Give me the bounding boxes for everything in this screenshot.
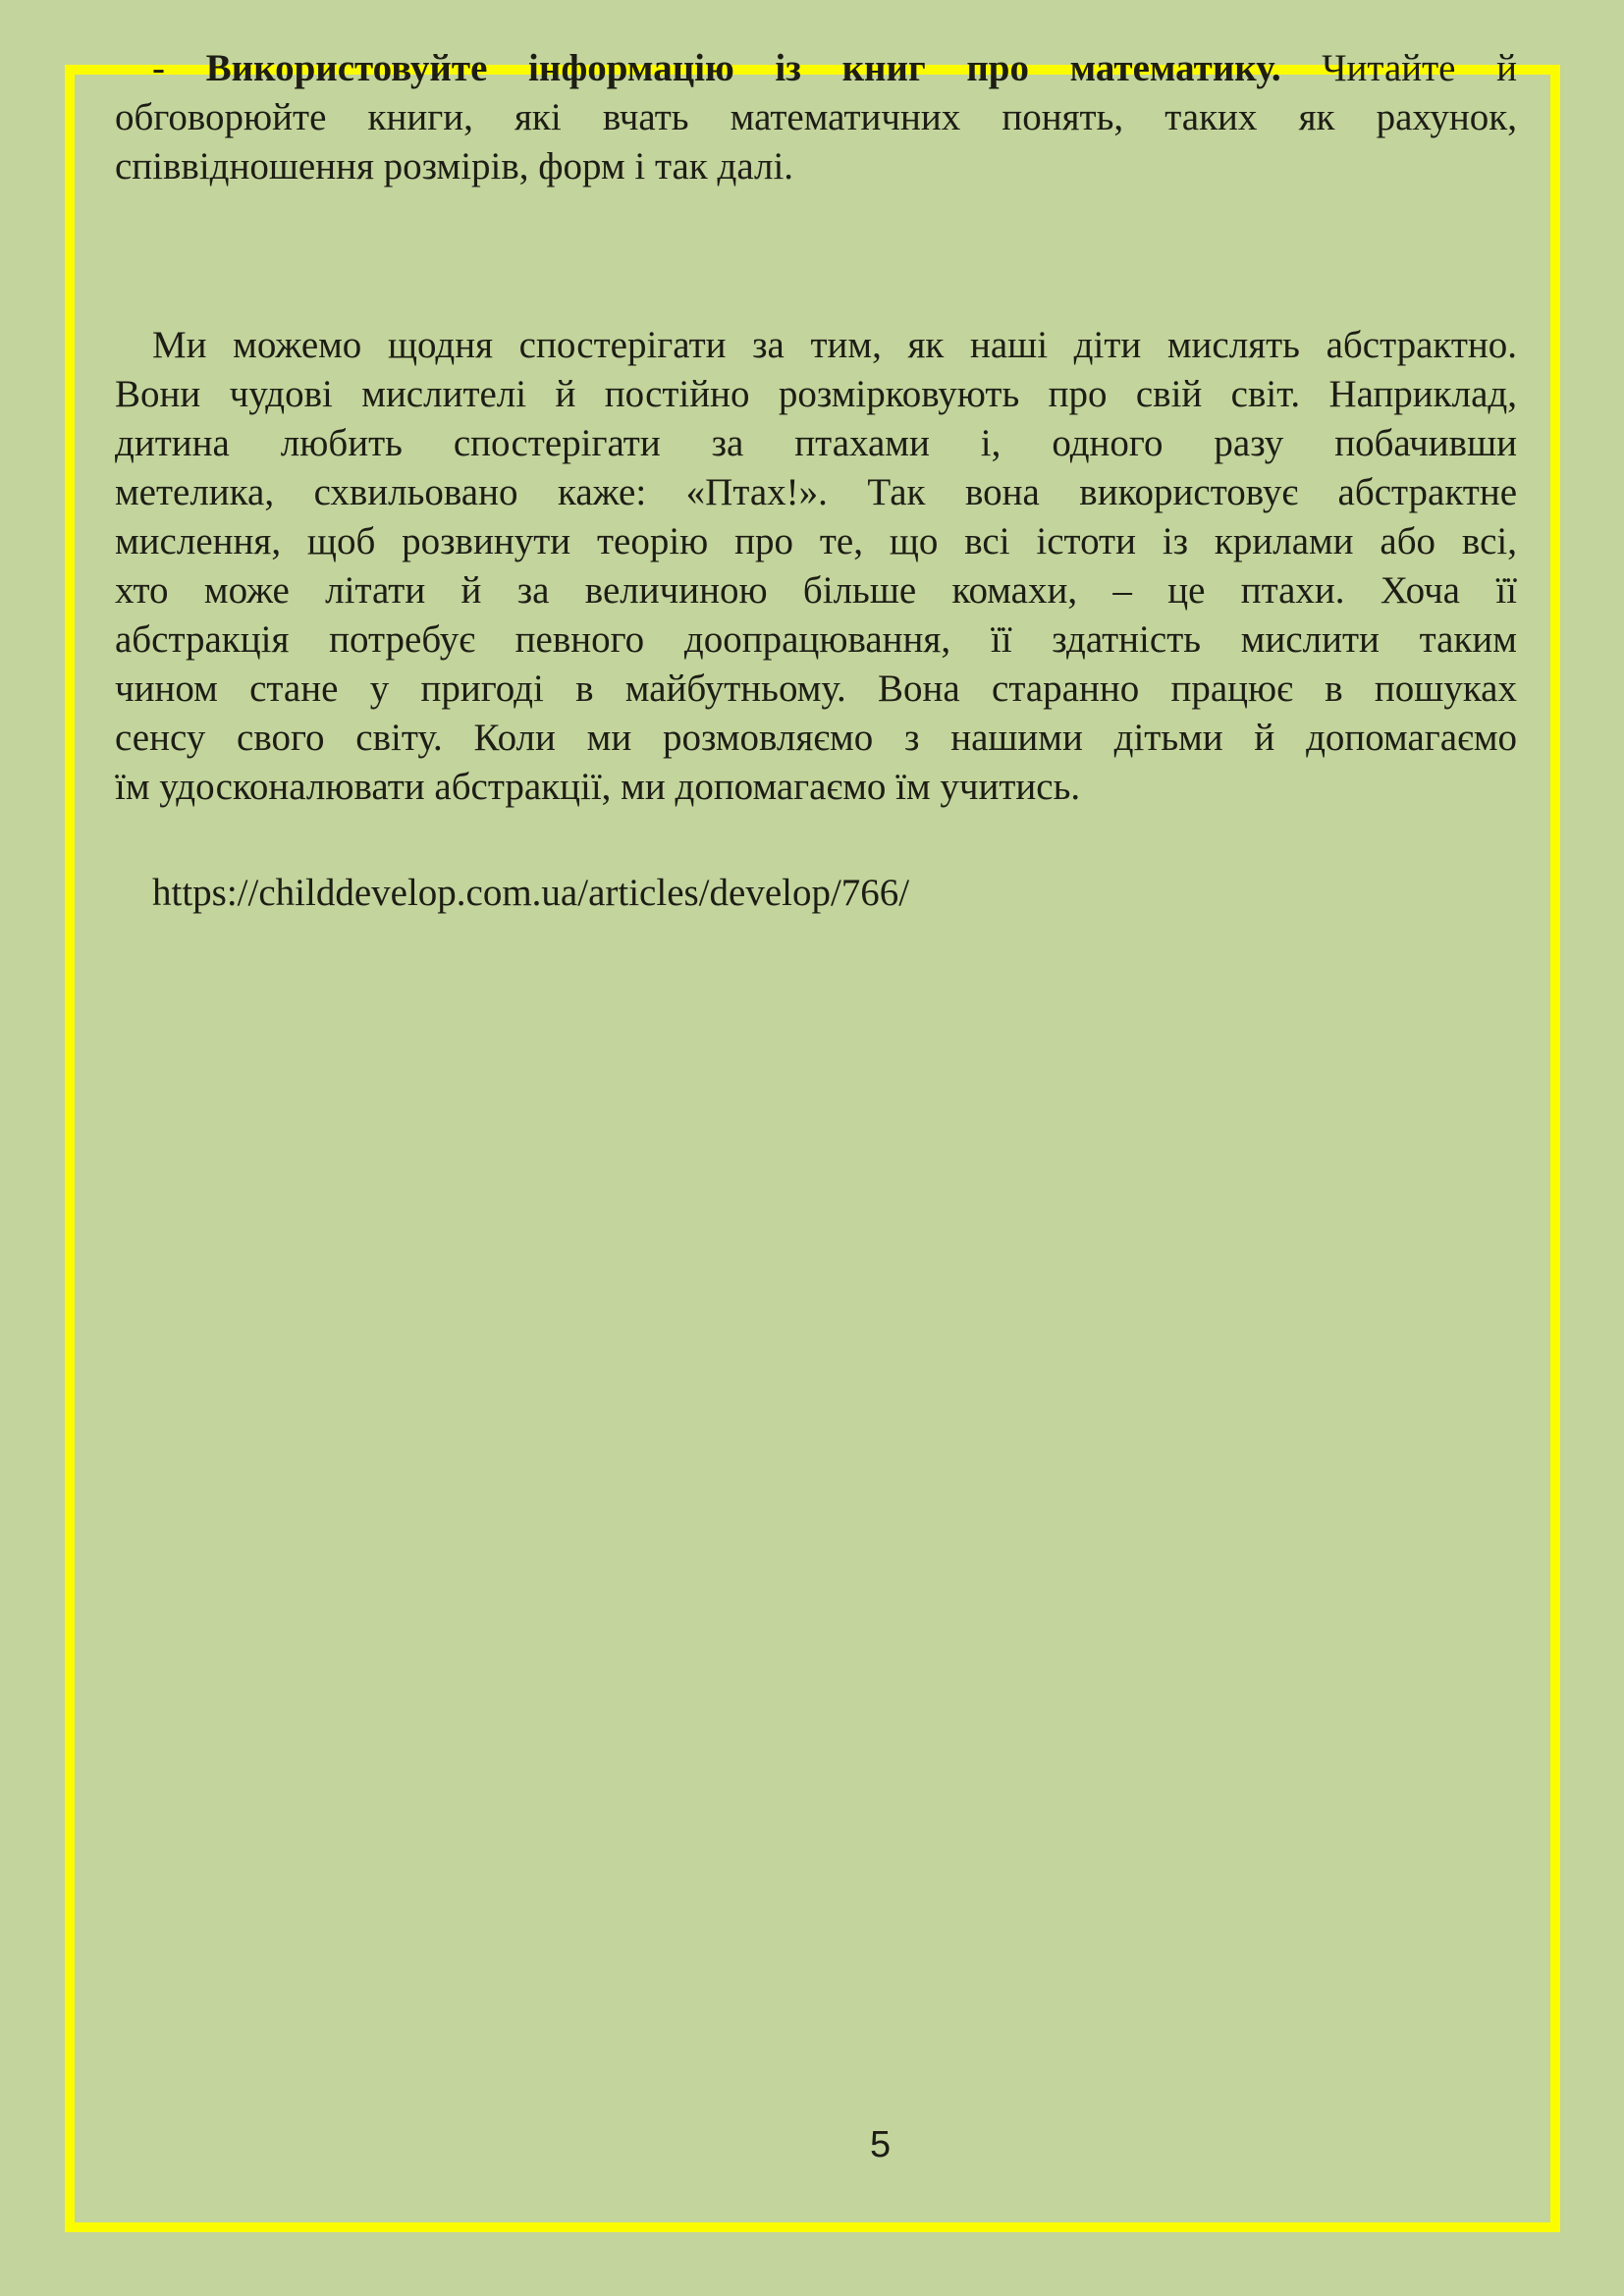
text-segment: чином стане у пригоді в майбутньому. Вона старанно працює в пошуках [115, 667, 1517, 710]
text-segment: https://childdevelop.com.ua/articles/develop/766/ [152, 872, 910, 914]
body-paragraph-abstract-thinking [115, 321, 1517, 812]
text-segment: дитина любить спостерігати за птахами і, одного разу побачивши [115, 422, 1517, 464]
text-line [115, 44, 1517, 93]
text-line [115, 714, 1517, 763]
text-line [115, 665, 1517, 714]
text-segment: Читайте й [1280, 47, 1517, 89]
text-segment: обговорюйте книги, які вчать математичних понять, таких як рахунок, [115, 96, 1517, 138]
bold-text-segment: Використовуйте інформацію із книг про математику. [205, 47, 1281, 89]
source-url [115, 869, 1517, 918]
text-line [115, 869, 1517, 918]
text-line [115, 615, 1517, 665]
page-number: 5 [870, 2124, 892, 2165]
document-content [115, 44, 1517, 918]
text-segment: Вони чудові мислителі й постійно розмірковують про свій світ. Наприклад, [115, 373, 1517, 415]
text-line [115, 419, 1517, 468]
text-line [115, 142, 1517, 191]
text-segment: мислення, щоб розвинути теорію про те, що всі істоти із крилами або всі, [115, 520, 1517, 562]
text-segment: хто може літати й за величиною більше комахи, – це птахи. Хоча її [115, 569, 1517, 612]
text-segment: їм удосконалювати абстракції, ми допомагаємо їм учитись. [115, 766, 1081, 808]
text-line [115, 321, 1517, 370]
text-line [115, 517, 1517, 566]
text-line [115, 566, 1517, 615]
text-line [115, 93, 1517, 142]
text-line [115, 763, 1517, 812]
text-segment: - [152, 47, 206, 89]
text-segment: абстракція потребує певного доопрацювання, її здатність мислити таким [115, 618, 1517, 661]
text-line [115, 370, 1517, 419]
text-segment: метелика, схвильовано каже: «Птах!». Так вона використовує абстрактне [115, 471, 1517, 513]
text-segment: сенсу свого світу. Коли ми розмовляємо з нашими дітьми й допомагаємо [115, 717, 1517, 759]
text-segment: співвідношення розмірів, форм і так далі. [115, 145, 794, 187]
bullet-paragraph-books [115, 44, 1517, 191]
text-segment: Ми можемо щодня спостерігати за тим, як наші діти мислять абстрактно. [152, 324, 1517, 366]
text-line [115, 468, 1517, 517]
